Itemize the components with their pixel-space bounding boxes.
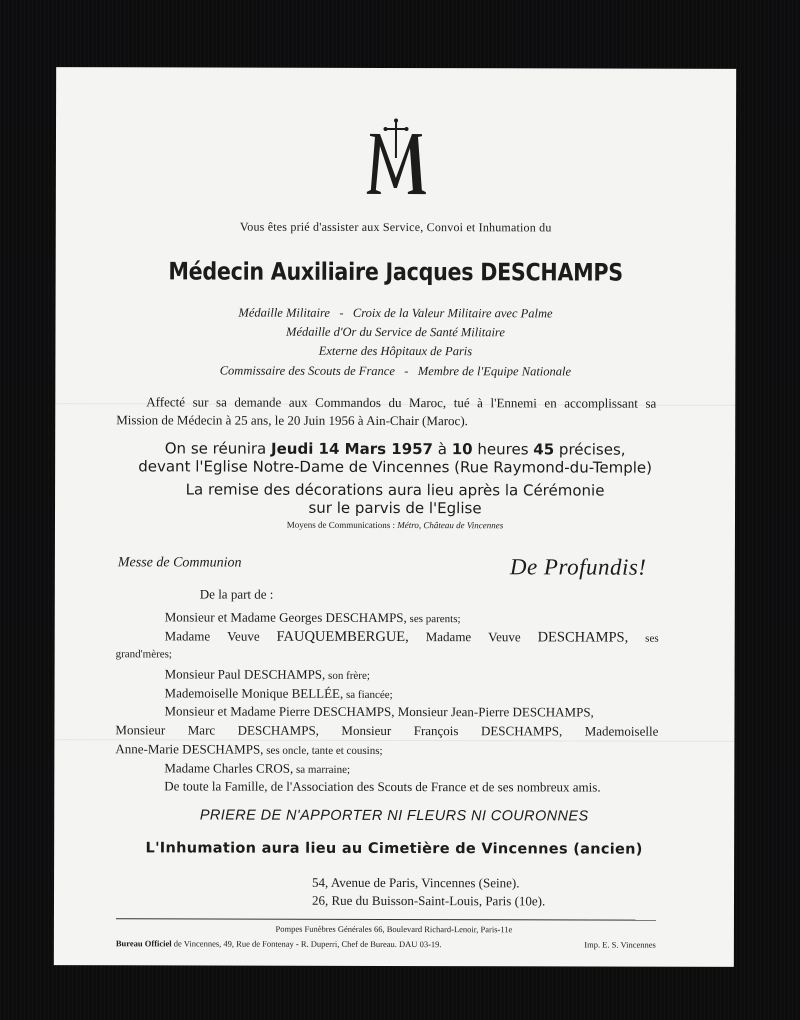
family-entry bbox=[165, 666, 370, 683]
de-profundis: De Profundis! bbox=[509, 554, 647, 580]
family-entry bbox=[165, 609, 461, 626]
marian-monogram-icon bbox=[56, 117, 736, 199]
address-line: 54, Avenue de Paris, Vincennes (Seine). bbox=[312, 874, 520, 891]
funeral-office-address bbox=[116, 938, 442, 949]
funeral-office-line bbox=[116, 938, 656, 949]
decoration-line: Médaille d'Or du Service de Santé Militaire bbox=[286, 324, 505, 340]
deceased-name-title: Médecin Auxiliaire Jacques DESCHAMPS bbox=[168, 257, 623, 287]
printer-credit: Imp. E. S. Vincennes bbox=[584, 939, 656, 950]
family-word: Mademoiselle bbox=[584, 723, 659, 739]
family-word: Madame bbox=[164, 628, 211, 644]
family-word: Monsieur bbox=[115, 722, 166, 738]
ceremony-date-line bbox=[55, 439, 735, 459]
ceremony-hour: 10 bbox=[451, 440, 473, 459]
invitation-text: Vous êtes prié d'assister aux Service, Convoi et Inhumation du bbox=[239, 219, 552, 235]
family-relation: ses oncle, tante et cousins; bbox=[263, 744, 383, 757]
family-word: DESCHAMPS, bbox=[237, 722, 319, 738]
transport-label: Moyens de Communications : bbox=[286, 519, 398, 531]
footer-divider bbox=[116, 918, 656, 920]
reunion-a: à bbox=[432, 440, 452, 459]
burial-notice: L'Inhumation aura lieu au Cimetière de Vincennes (ancien) bbox=[145, 840, 643, 858]
office-details: de Vincennes, 49, Rue de Fontenay - R. Duperri, Chef de Bureau. DAU 03-19. bbox=[171, 938, 442, 950]
address-line: 26, Rue du Buisson-Saint-Louis, Paris (10e). bbox=[311, 892, 546, 909]
family-word: François bbox=[413, 723, 459, 739]
family-names: Monsieur et Madame Georges DESCHAMPS, bbox=[164, 609, 407, 626]
family-word: Veuve bbox=[488, 629, 521, 645]
ceremony-location: devant l'Eglise Notre-Dame de Vincennes (Rue Raymond-du-Temple) bbox=[138, 457, 653, 477]
family-entry bbox=[165, 628, 659, 646]
circumstances-line: Mission de Médecin à 25 ans, le 20 Juin 1956 à Ain-Chair (Maroc). bbox=[116, 411, 468, 428]
office-label: Bureau Officiel bbox=[115, 938, 172, 949]
ceremony-minutes: 45 bbox=[533, 440, 555, 459]
family-names: Anne-Marie DESCHAMPS, bbox=[115, 741, 264, 757]
family-relation: son frère; bbox=[325, 669, 370, 682]
family-word: FAUQUEMBERGUE, bbox=[276, 628, 409, 646]
family-names: Monsieur Paul DESCHAMPS, bbox=[164, 666, 326, 682]
family-relation: grand'mères; bbox=[115, 648, 173, 661]
family-entry: Monsieur et Madame Pierre DESCHAMPS, Monsieur Jean-Pierre DESCHAMPS, bbox=[164, 703, 594, 720]
family-relation: sa fiancée; bbox=[343, 688, 393, 701]
decorations-ceremony-note: La remise des décorations aura lieu après la Cérémonie bbox=[185, 480, 605, 500]
family-word: DESCHAMPS, bbox=[537, 629, 629, 646]
decoration-line: Externe des Hôpitaux de Paris bbox=[318, 343, 473, 359]
family-word: Madame bbox=[425, 629, 472, 645]
circumstances-paragraph bbox=[116, 393, 656, 429]
reunion-prefix: On se réunira bbox=[164, 439, 272, 458]
family-entry bbox=[115, 722, 658, 739]
funeral-notice-paper bbox=[54, 67, 736, 967]
reunion-suffix: précises, bbox=[554, 440, 626, 459]
family-relation: sa marraine; bbox=[293, 763, 351, 776]
decoration-line: Médaille Militaire - Croix de la Valeur Militaire avec Palme bbox=[238, 305, 553, 321]
decorations-ceremony-place: sur le parvis de l'Eglise bbox=[308, 498, 482, 518]
family-word: Monsieur bbox=[341, 722, 392, 738]
de-la-part-de: De la part de : bbox=[199, 586, 274, 602]
family-word: Marc bbox=[187, 722, 216, 738]
family-names: Mademoiselle Monique BELLÉE, bbox=[164, 685, 344, 701]
family-word: Veuve bbox=[227, 628, 260, 644]
family-entry: De toute la Famille, de l'Association des Scouts de France et de ses nombreux amis. bbox=[164, 778, 601, 795]
transport-value: Métro, Château de Vincennes bbox=[397, 520, 504, 531]
circumstances-line: Affecté sur sa demande aux Commandos du Maroc, tué à l'Ennemi en accomplissant sa bbox=[146, 394, 657, 411]
transport-info bbox=[55, 519, 735, 531]
funeral-home-line: Pompes Funèbres Générales 66, Boulevard Richard-Lenoir, Paris-11e bbox=[275, 923, 513, 935]
family-names: Madame Charles CROS, bbox=[164, 760, 294, 776]
family-word: DESCHAMPS, bbox=[480, 723, 563, 739]
messe-de-communion: Messe de Communion bbox=[117, 555, 242, 571]
reunion-heures: heures bbox=[472, 440, 534, 459]
family-entry bbox=[164, 760, 350, 776]
family-relation: ses parents; bbox=[406, 613, 461, 626]
family-entry bbox=[115, 741, 382, 758]
no-flowers-notice: PRIERE DE N'APPORTER NI FLEURS NI COURONNES bbox=[199, 807, 589, 825]
decoration-line: Commissaire des Scouts de France - Membre de l'Equipe Nationale bbox=[219, 363, 572, 379]
family-entry bbox=[165, 685, 393, 702]
family-word: ses bbox=[645, 632, 659, 645]
ceremony-date: Jeudi 14 Mars 1957 bbox=[271, 439, 434, 459]
